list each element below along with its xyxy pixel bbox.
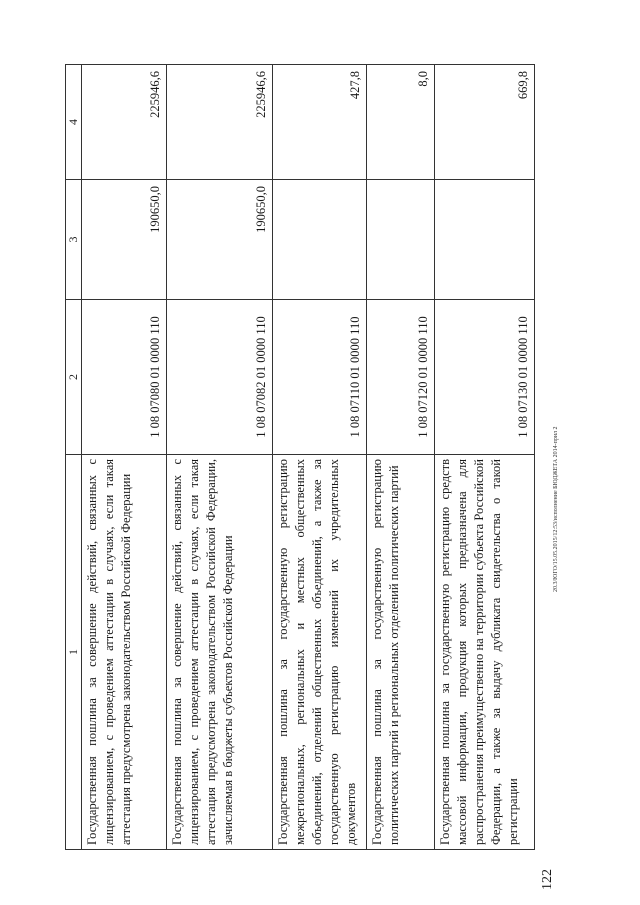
- row-plan-value: [367, 180, 435, 300]
- table-row: [367, 65, 435, 850]
- row-actual-value: 669,8: [435, 65, 535, 180]
- row-description: Государственная пошлина за совершение действий, связанных с лицензированием, с проведением аттестации в случаях, если такая аттестация предусмотрена законодательством Российской Федерации, зачисляемая в бюджеты субъектов Российской Федерации: [167, 455, 273, 850]
- column-header-2: 2: [66, 300, 82, 455]
- row-description: Государственная пошлина за совершение действий, связанных с лицензированием, с проведением аттестации в случаях, если такая аттестация предусмотрена законодательством Российской Федерации: [82, 455, 167, 850]
- row-plan-value: [435, 180, 535, 300]
- row-actual-value: 8,0: [367, 65, 435, 180]
- table-row: [82, 65, 167, 850]
- rotated-content: [65, 65, 535, 850]
- column-header-4: 4: [66, 65, 82, 180]
- row-code: 1 08 07130 01 0000 110: [435, 300, 535, 455]
- table-row: [167, 65, 273, 850]
- page-number: 122: [540, 869, 555, 890]
- revenue-table: [65, 64, 535, 850]
- row-code: 1 08 07120 01 0000 110: [367, 300, 435, 455]
- row-actual-value: 225946,6: [82, 65, 167, 180]
- row-actual-value: 427,8: [273, 65, 367, 180]
- column-header-1: 1: [66, 455, 82, 850]
- table-row: [273, 65, 367, 850]
- row-plan-value: 190650,0: [167, 180, 273, 300]
- table-row: [435, 65, 535, 850]
- footer-file-path: 20.3/ЮГО/15.05.2015/12:53/исполнение БЮДЖЕТА 2014-прил 2: [553, 426, 559, 592]
- row-code: 1 08 07110 01 0000 110: [273, 300, 367, 455]
- row-code: 1 08 07082 01 0000 110: [167, 300, 273, 455]
- row-actual-value: 225946,6: [167, 65, 273, 180]
- row-description: Государственная пошлина за государственную регистрацию политических партий и региональных отделений политических партий: [367, 455, 435, 850]
- row-plan-value: 190650,0: [82, 180, 167, 300]
- row-code: 1 08 07080 01 0000 110: [82, 300, 167, 455]
- row-description: Государственная пошлина за государственную регистрацию средств массовой информации, продукция которых предназначена для распространения преимущественно на территории субъекта Российской Федерации, а также за выдачу дубликата свидетельства о такой регистрации: [435, 455, 535, 850]
- column-header-3: 3: [66, 180, 82, 300]
- row-plan-value: [273, 180, 367, 300]
- header-row: [66, 65, 82, 850]
- row-description: Государственная пошлина за государственную регистрацию межрегиональных, региональных и местных общественных объединений, отделений общественных объединений, а также за государственную регистрацию изменений их учредительных документов: [273, 455, 367, 850]
